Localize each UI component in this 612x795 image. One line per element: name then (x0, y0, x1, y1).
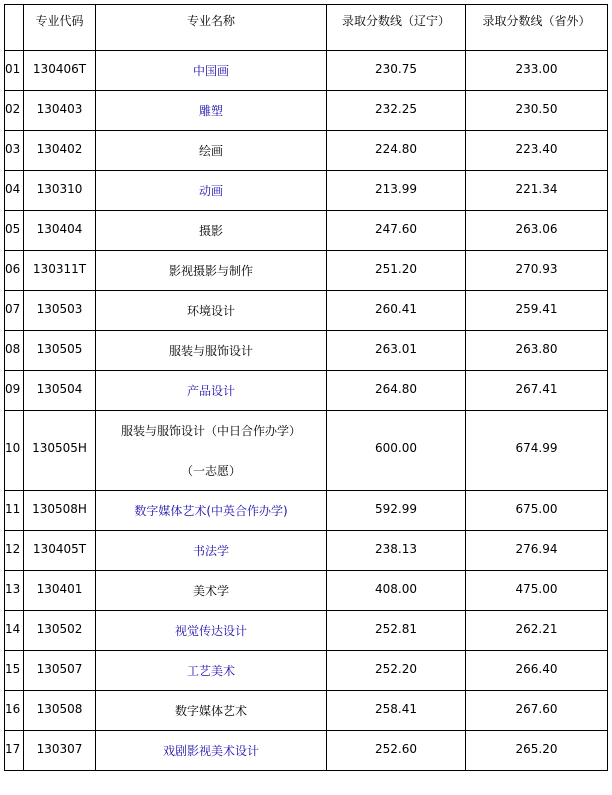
row-index: 11 (5, 491, 24, 531)
row-index: 12 (5, 531, 24, 571)
table-row (5, 291, 608, 331)
row-index: 06 (5, 251, 24, 291)
score-liaoning: 251.20 (327, 251, 466, 291)
row-index: 15 (5, 651, 24, 691)
header-code: 专业代码 (24, 5, 96, 51)
major-name-note: （一志愿） (180, 464, 241, 478)
score-liaoning: 252.81 (327, 611, 466, 651)
score-other: 475.00 (466, 571, 608, 611)
major-name: 环境设计 (186, 304, 235, 318)
major-name-link[interactable]: 雕塑 (198, 104, 223, 118)
score-other: 263.80 (466, 331, 608, 371)
row-index: 08 (5, 331, 24, 371)
score-other: 276.94 (466, 531, 608, 571)
header-score-other: 录取分数线（省外） (466, 5, 608, 51)
score-other: 267.41 (466, 371, 608, 411)
score-liaoning: 247.60 (327, 211, 466, 251)
header-score-liaoning: 录取分数线（辽宁） (327, 5, 466, 51)
major-code: 130508H (24, 491, 96, 531)
score-liaoning: 264.80 (327, 371, 466, 411)
row-index: 10 (5, 411, 24, 491)
major-code: 130404 (24, 211, 96, 251)
major-name-link[interactable]: 工艺美术 (186, 664, 235, 678)
row-index: 05 (5, 211, 24, 251)
admission-scores-table (4, 4, 608, 771)
score-other: 267.60 (466, 691, 608, 731)
major-code: 130406T (24, 51, 96, 91)
major-name: 绘画 (198, 144, 223, 158)
table-row (5, 211, 608, 251)
row-index: 14 (5, 611, 24, 651)
row-index: 17 (5, 731, 24, 771)
score-liaoning: 213.99 (327, 171, 466, 211)
major-name: 服装与服饰设计（中日合作办学） (120, 424, 301, 438)
score-liaoning: 224.80 (327, 131, 466, 171)
table-row (5, 731, 608, 771)
table-row (5, 131, 608, 171)
major-name: 摄影 (198, 224, 223, 238)
row-index: 13 (5, 571, 24, 611)
table-row (5, 611, 608, 651)
row-index: 07 (5, 291, 24, 331)
major-name-link[interactable]: 产品设计 (186, 384, 235, 398)
major-code: 130401 (24, 571, 96, 611)
major-code: 130505H (24, 411, 96, 491)
score-liaoning: 600.00 (327, 411, 466, 491)
table-header-row (5, 5, 608, 51)
score-liaoning: 263.01 (327, 331, 466, 371)
major-name-link[interactable]: 动画 (198, 184, 223, 198)
score-other: 270.93 (466, 251, 608, 291)
major-code: 130310 (24, 171, 96, 211)
score-liaoning: 258.41 (327, 691, 466, 731)
table-row (5, 531, 608, 571)
row-index: 16 (5, 691, 24, 731)
major-name: 美术学 (192, 584, 229, 598)
major-name-link[interactable]: 中国画 (192, 64, 229, 78)
score-other: 233.00 (466, 51, 608, 91)
score-other: 230.50 (466, 91, 608, 131)
score-other: 675.00 (466, 491, 608, 531)
major-name: 数字媒体艺术 (174, 704, 247, 718)
table-row (5, 371, 608, 411)
table-row (5, 251, 608, 291)
table-row (5, 331, 608, 371)
major-name-link[interactable]: 书法学 (192, 544, 229, 558)
score-other: 223.40 (466, 131, 608, 171)
score-other: 266.40 (466, 651, 608, 691)
table-row (5, 651, 608, 691)
score-liaoning: 260.41 (327, 291, 466, 331)
row-index: 02 (5, 91, 24, 131)
score-other: 262.21 (466, 611, 608, 651)
major-code: 130403 (24, 91, 96, 131)
score-other: 221.34 (466, 171, 608, 211)
score-other: 259.41 (466, 291, 608, 331)
major-name-link[interactable]: 数字媒体艺术(中英合作办学) (134, 504, 288, 518)
table-row (5, 51, 608, 91)
major-name-link[interactable]: 视觉传达设计 (174, 624, 247, 638)
score-liaoning: 232.25 (327, 91, 466, 131)
score-liaoning: 230.75 (327, 51, 466, 91)
score-liaoning: 238.13 (327, 531, 466, 571)
major-code: 130311T (24, 251, 96, 291)
row-index: 03 (5, 131, 24, 171)
score-liaoning: 252.20 (327, 651, 466, 691)
major-code: 130307 (24, 731, 96, 771)
score-other: 674.99 (466, 411, 608, 491)
header-name: 专业名称 (96, 5, 327, 51)
table-row (5, 571, 608, 611)
major-code: 130505 (24, 331, 96, 371)
major-code: 130503 (24, 291, 96, 331)
major-name: 服装与服饰设计 (168, 344, 253, 358)
major-code: 130502 (24, 611, 96, 651)
table-row (5, 171, 608, 211)
table-row (5, 411, 608, 491)
score-other: 265.20 (466, 731, 608, 771)
major-name-link[interactable]: 戏剧影视美术设计 (162, 744, 259, 758)
major-code: 130508 (24, 691, 96, 731)
score-liaoning: 592.99 (327, 491, 466, 531)
score-liaoning: 252.60 (327, 731, 466, 771)
row-index: 01 (5, 51, 24, 91)
table-row (5, 491, 608, 531)
row-index: 09 (5, 371, 24, 411)
major-name: 影视摄影与制作 (168, 264, 253, 278)
major-code: 130402 (24, 131, 96, 171)
score-other: 263.06 (466, 211, 608, 251)
major-code: 130507 (24, 651, 96, 691)
table-row (5, 691, 608, 731)
row-index: 04 (5, 171, 24, 211)
header-index (5, 5, 24, 51)
major-code: 130504 (24, 371, 96, 411)
table-row (5, 91, 608, 131)
major-code: 130405T (24, 531, 96, 571)
score-liaoning: 408.00 (327, 571, 466, 611)
